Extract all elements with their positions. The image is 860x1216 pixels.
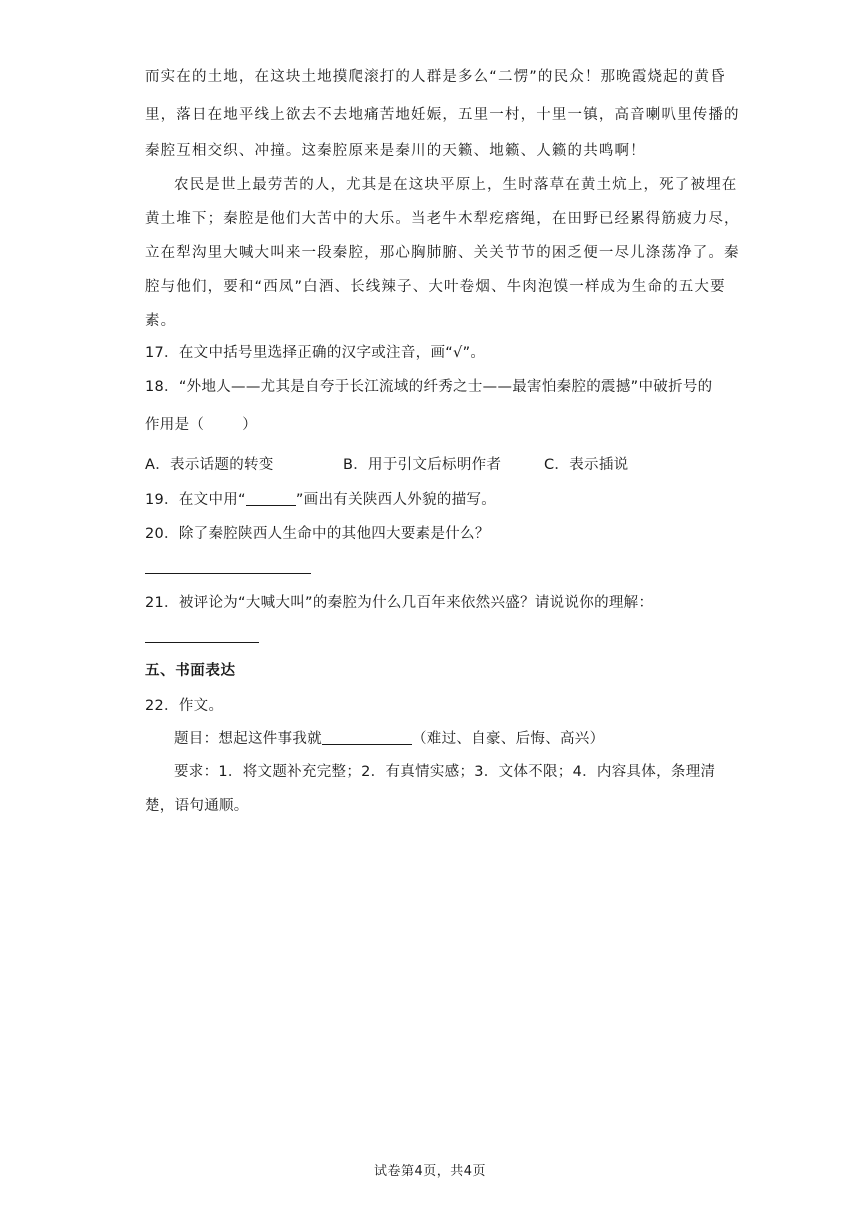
essay-requirements-line-1: 要求：1．将文题补充完整；2．有真情实感；3．文体不限；4．内容具体，条理清 (174, 764, 716, 780)
passage-line-4: 农民是世上最劳苦的人，尤其是在这块平原上，生时落草在黄土炕上，死了被埋在 (174, 177, 738, 193)
option-a[interactable]: A．表示话题的转变 (145, 457, 274, 473)
question-17: 17．在文中括号里选择正确的汉字或注音，画“√”。 (145, 345, 486, 361)
question-21: 21．被评论为“大喊大叫”的秦腔为什么几百年来依然兴盛？请说说你的理解： (145, 595, 654, 611)
question-20: 20．除了秦腔陕西人生命中的其他四大要素是什么？ (145, 526, 490, 542)
underline-mark (246, 504, 296, 506)
question-19 (145, 490, 496, 510)
question-19-prefix: 19．在文中用“ (145, 492, 246, 508)
exam-page (145, 0, 740, 1216)
option-b[interactable]: B．用于引文后标明作者 (343, 457, 502, 473)
page-footer: 试卷第4页，共4页 (373, 1164, 487, 1179)
passage-line-8: 素。 (145, 313, 177, 329)
section-5-title: 五、书面表达 (145, 663, 236, 679)
answer-line-20[interactable] (145, 573, 311, 574)
essay-requirements-line-2: 楚，语句通顺。 (145, 798, 249, 814)
essay-topic-blank[interactable] (322, 743, 412, 745)
passage-line-6: 立在犁沟里大喊大叫来一段秦腔，那心胸肺腑、关关节节的困乏便一尽儿涤荡净了。秦 (145, 245, 740, 261)
question-18-suffix: ） (242, 417, 258, 433)
essay-topic (174, 729, 604, 749)
question-18-line-1: 18．“外地人——尤其是自夸于长江流域的纤秀之士——最害怕秦腔的震撼”中破折号的 (145, 379, 713, 395)
passage-line-3: 秦腔互相交织、冲撞。这秦腔原来是秦川的天籁、地籁、人籁的共鸣啊！ (145, 143, 646, 159)
question-18-line-2 (145, 415, 257, 435)
answer-line-21[interactable] (145, 642, 259, 643)
passage-line-7: 腔与他们，要和“西凤”白酒、长线辣子、大叶卷烟、牛肉泡馍一样成为生命的五大要 (145, 279, 726, 295)
essay-topic-prefix: 题目：想起这件事我就 (174, 731, 322, 747)
passage-line-5: 黄土堆下；秦腔是他们大苦中的大乐。当老牛木犁疙瘩绳，在田野已经累得筋疲力尽， (145, 211, 740, 227)
option-c[interactable]: C．表示插说 (544, 457, 629, 473)
question-18-options (145, 455, 717, 475)
passage-line-1: 而实在的土地，在这块土地摸爬滚打的人群是多么“二愣”的民众！那晚霞烧起的黄昏 (145, 69, 726, 85)
question-18-prefix: 作用是（ (145, 417, 205, 433)
passage-line-2: 里，落日在地平线上欲去不去地痛苦地妊娠，五里一村，十里一镇，高音喇叭里传播的 (145, 107, 740, 123)
question-22: 22．作文。 (145, 698, 224, 714)
essay-topic-suffix: （难过、自豪、后悔、高兴） (412, 731, 605, 747)
question-19-suffix: ”画出有关陕西人外貌的描写。 (295, 492, 497, 508)
